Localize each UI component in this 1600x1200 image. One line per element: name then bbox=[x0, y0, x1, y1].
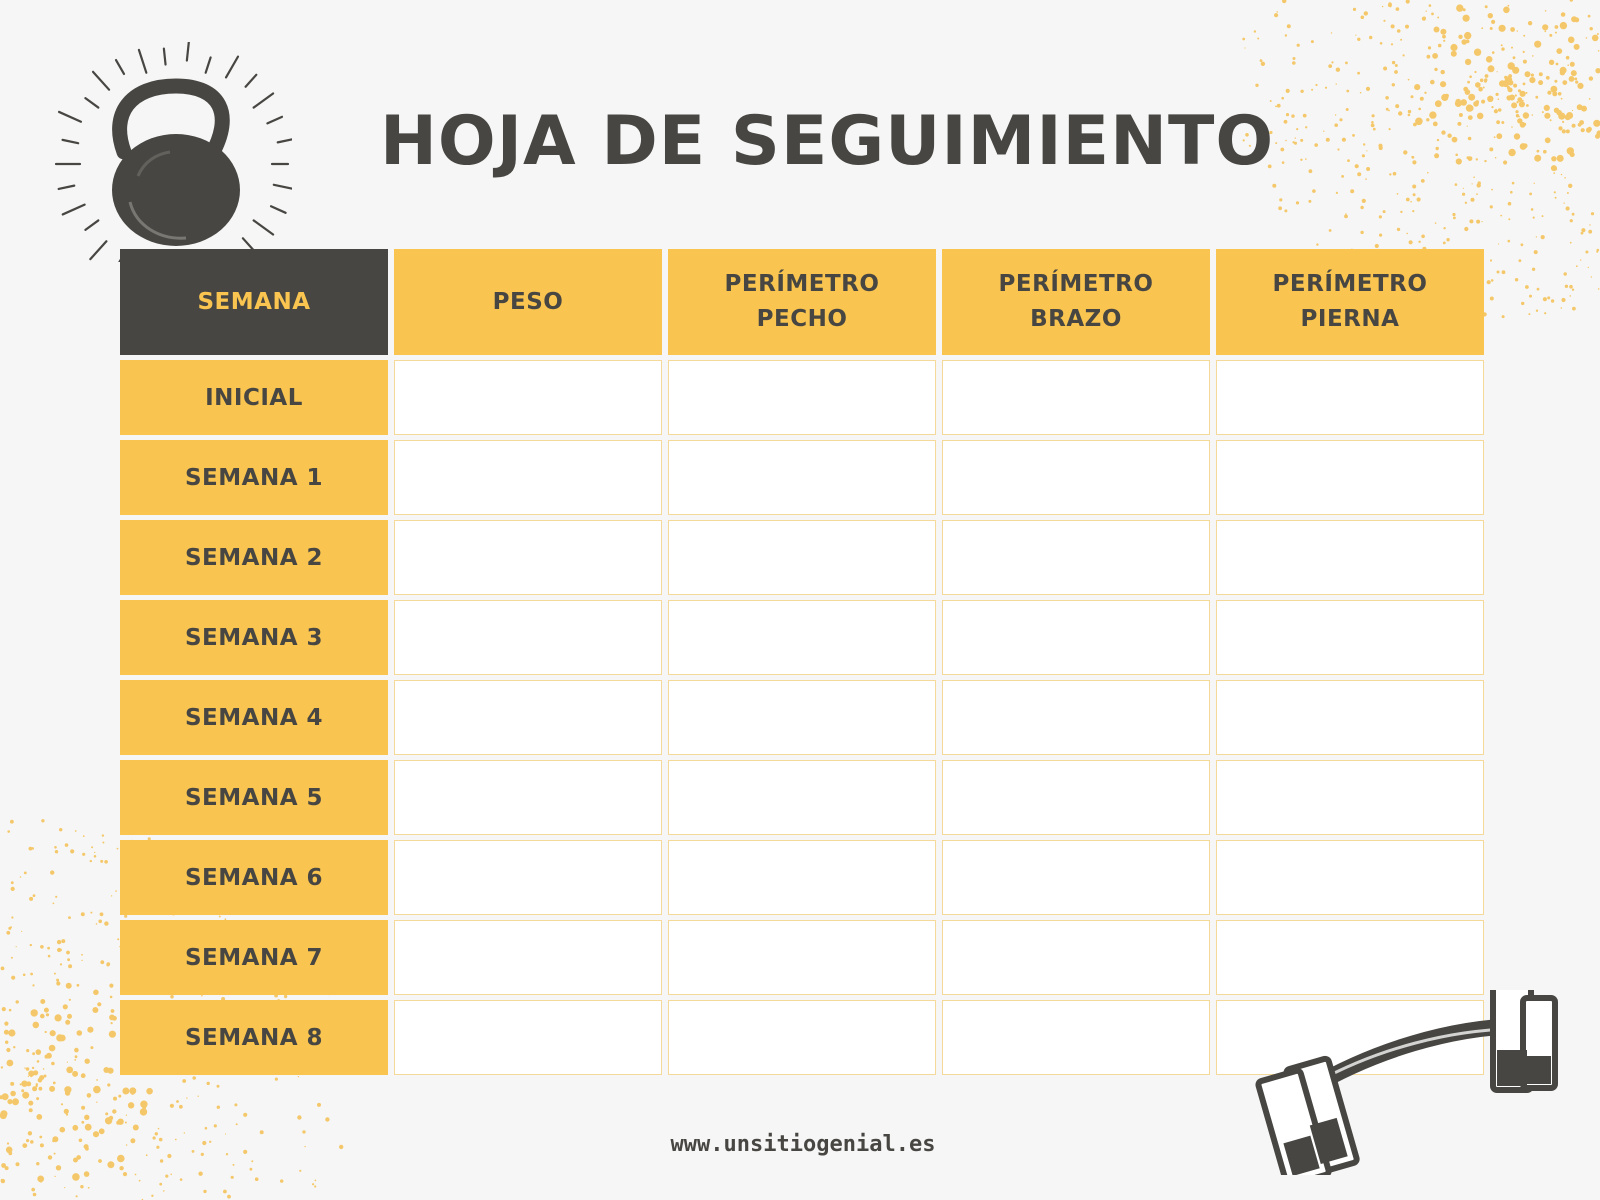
table-row bbox=[120, 920, 1484, 995]
column-header-arm-line-2: BRAZO bbox=[1030, 306, 1122, 332]
entry-cell[interactable] bbox=[668, 840, 936, 915]
entry-cell[interactable] bbox=[668, 680, 936, 755]
kettlebell-icon bbox=[52, 42, 292, 262]
entry-cell[interactable] bbox=[394, 920, 662, 995]
column-header-leg bbox=[1216, 249, 1484, 355]
row-label: SEMANA 3 bbox=[120, 600, 388, 675]
table-row bbox=[120, 680, 1484, 755]
column-header-leg-line-2: PIERNA bbox=[1300, 306, 1400, 332]
row-label: SEMANA 6 bbox=[120, 840, 388, 915]
column-header-chest-line-1: PERÍMETRO bbox=[724, 271, 880, 297]
row-label: INICIAL bbox=[120, 360, 388, 435]
tracking-table bbox=[114, 244, 1490, 1080]
entry-cell[interactable] bbox=[1216, 840, 1484, 915]
entry-cell[interactable] bbox=[1216, 920, 1484, 995]
table-row bbox=[120, 840, 1484, 915]
entry-cell[interactable] bbox=[668, 520, 936, 595]
column-header-leg-line-1: PERÍMETRO bbox=[1272, 271, 1428, 297]
entry-cell[interactable] bbox=[394, 680, 662, 755]
entry-cell[interactable] bbox=[668, 760, 936, 835]
entry-cell[interactable] bbox=[942, 840, 1210, 915]
page-title: HOJA DE SEGUIMIENTO bbox=[380, 102, 1275, 181]
entry-cell[interactable] bbox=[394, 1000, 662, 1075]
entry-cell[interactable] bbox=[668, 440, 936, 515]
column-header-week bbox=[120, 249, 388, 355]
entry-cell[interactable] bbox=[394, 760, 662, 835]
entry-cell[interactable] bbox=[942, 760, 1210, 835]
entry-cell[interactable] bbox=[1216, 520, 1484, 595]
table-row bbox=[120, 440, 1484, 515]
column-header-week-line: SEMANA bbox=[197, 288, 311, 315]
column-header-chest-line-2: PECHO bbox=[756, 306, 848, 332]
entry-cell[interactable] bbox=[1216, 360, 1484, 435]
table-row bbox=[120, 520, 1484, 595]
entry-cell[interactable] bbox=[668, 920, 936, 995]
entry-cell[interactable] bbox=[394, 360, 662, 435]
entry-cell[interactable] bbox=[394, 520, 662, 595]
entry-cell[interactable] bbox=[1216, 680, 1484, 755]
column-header-arm-line-1: PERÍMETRO bbox=[998, 271, 1154, 297]
barbell-icon bbox=[1255, 990, 1600, 1175]
entry-cell[interactable] bbox=[942, 440, 1210, 515]
row-label: SEMANA 2 bbox=[120, 520, 388, 595]
column-header-chest bbox=[668, 249, 936, 355]
column-header-weight-line: PESO bbox=[492, 288, 564, 315]
row-label: SEMANA 8 bbox=[120, 1000, 388, 1075]
entry-cell[interactable] bbox=[1216, 600, 1484, 675]
entry-cell[interactable] bbox=[942, 920, 1210, 995]
entry-cell[interactable] bbox=[1216, 440, 1484, 515]
table-row bbox=[120, 360, 1484, 435]
row-label: SEMANA 5 bbox=[120, 760, 388, 835]
column-header-arm bbox=[942, 249, 1210, 355]
entry-cell[interactable] bbox=[942, 360, 1210, 435]
table-row bbox=[120, 600, 1484, 675]
entry-cell[interactable] bbox=[942, 600, 1210, 675]
table-row bbox=[120, 760, 1484, 835]
website-url: www.unsitiogenial.es bbox=[670, 1132, 936, 1157]
entry-cell[interactable] bbox=[1216, 760, 1484, 835]
entry-cell[interactable] bbox=[942, 520, 1210, 595]
entry-cell[interactable] bbox=[668, 600, 936, 675]
entry-cell[interactable] bbox=[668, 1000, 936, 1075]
entry-cell[interactable] bbox=[394, 840, 662, 915]
table-header-row bbox=[120, 249, 1484, 355]
row-label: SEMANA 4 bbox=[120, 680, 388, 755]
entry-cell[interactable] bbox=[394, 600, 662, 675]
entry-cell[interactable] bbox=[942, 1000, 1210, 1075]
row-label: SEMANA 7 bbox=[120, 920, 388, 995]
column-header-weight bbox=[394, 249, 662, 355]
entry-cell[interactable] bbox=[668, 360, 936, 435]
row-label: SEMANA 1 bbox=[120, 440, 388, 515]
entry-cell[interactable] bbox=[394, 440, 662, 515]
entry-cell[interactable] bbox=[942, 680, 1210, 755]
